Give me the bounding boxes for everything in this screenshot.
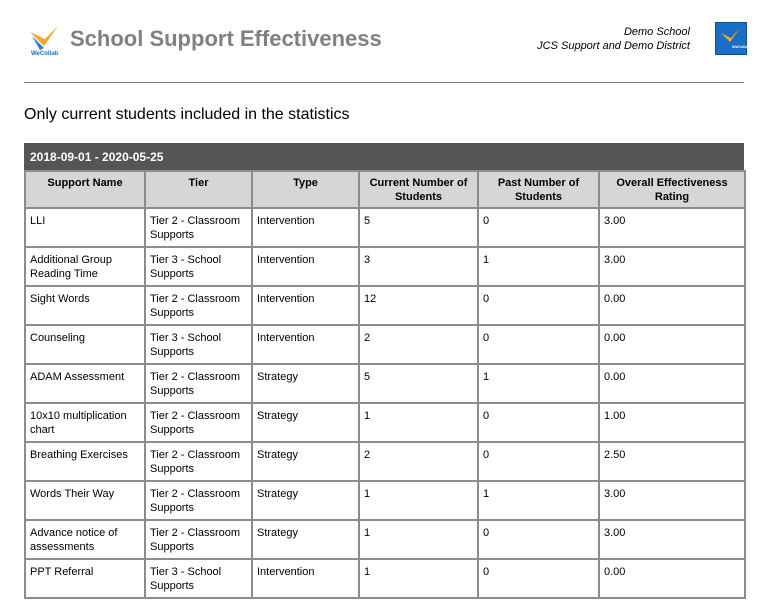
header-divider bbox=[24, 82, 744, 83]
cell-effectiveness-rating: 0.00 bbox=[599, 364, 745, 403]
district-name: JCS Support and Demo District bbox=[537, 40, 690, 52]
cell-past-students: 1 bbox=[478, 247, 599, 286]
column-header-support-name: Support Name bbox=[25, 171, 145, 208]
table-header-row bbox=[25, 171, 745, 208]
cell-support-name: Sight Words bbox=[25, 286, 145, 325]
cell-effectiveness-rating: 3.00 bbox=[599, 208, 745, 247]
cell-past-students: 0 bbox=[478, 208, 599, 247]
table-row bbox=[25, 208, 745, 247]
cell-past-students: 1 bbox=[478, 364, 599, 403]
table-body bbox=[25, 208, 745, 598]
cell-current-students: 2 bbox=[359, 325, 478, 364]
logo-left-label: WeCollab bbox=[31, 51, 59, 57]
cell-type: Intervention bbox=[252, 208, 359, 247]
wecollab-logo-icon bbox=[28, 24, 62, 58]
table-row bbox=[25, 559, 745, 598]
cell-current-students: 1 bbox=[359, 559, 478, 598]
cell-support-name: ADAM Assessment bbox=[25, 364, 145, 403]
cell-effectiveness-rating: 3.00 bbox=[599, 520, 745, 559]
cell-support-name: Breathing Exercises bbox=[25, 442, 145, 481]
cell-past-students: 0 bbox=[478, 559, 599, 598]
cell-current-students: 5 bbox=[359, 208, 478, 247]
statistics-note: Only current students included in the statistics bbox=[24, 106, 350, 123]
cell-support-name: Words Their Way bbox=[25, 481, 145, 520]
cell-tier: Tier 2 - Classroom Supports bbox=[145, 442, 252, 481]
page-title: School Support Effectiveness bbox=[70, 26, 382, 51]
table-row bbox=[25, 364, 745, 403]
cell-past-students: 1 bbox=[478, 481, 599, 520]
cell-type: Strategy bbox=[252, 403, 359, 442]
cell-support-name: Additional Group Reading Time bbox=[25, 247, 145, 286]
column-header-tier: Tier bbox=[145, 171, 252, 208]
cell-type: Intervention bbox=[252, 247, 359, 286]
table-row bbox=[25, 325, 745, 364]
cell-support-name: LLI bbox=[25, 208, 145, 247]
table-row bbox=[25, 481, 745, 520]
cell-current-students: 1 bbox=[359, 403, 478, 442]
cell-effectiveness-rating: 0.00 bbox=[599, 286, 745, 325]
cell-current-students: 5 bbox=[359, 364, 478, 403]
cell-effectiveness-rating: 3.00 bbox=[599, 481, 745, 520]
cell-effectiveness-rating: 0.00 bbox=[599, 325, 745, 364]
table-row bbox=[25, 286, 745, 325]
cell-tier: Tier 2 - Classroom Supports bbox=[145, 520, 252, 559]
school-name: Demo School bbox=[623, 26, 690, 38]
cell-current-students: 3 bbox=[359, 247, 478, 286]
cell-past-students: 0 bbox=[478, 520, 599, 559]
cell-effectiveness-rating: 3.00 bbox=[599, 247, 745, 286]
cell-tier: Tier 2 - Classroom Supports bbox=[145, 481, 252, 520]
cell-past-students: 0 bbox=[478, 442, 599, 481]
support-effectiveness-table bbox=[24, 170, 746, 599]
cell-tier: Tier 3 - School Supports bbox=[145, 559, 252, 598]
cell-current-students: 1 bbox=[359, 481, 478, 520]
column-header-past-students: Past Number of Students bbox=[478, 171, 599, 208]
cell-current-students: 2 bbox=[359, 442, 478, 481]
cell-tier: Tier 2 - Classroom Supports bbox=[145, 286, 252, 325]
cell-tier: Tier 2 - Classroom Supports bbox=[145, 364, 252, 403]
cell-past-students: 0 bbox=[478, 286, 599, 325]
cell-support-name: Counseling bbox=[25, 325, 145, 364]
cell-past-students: 0 bbox=[478, 403, 599, 442]
column-header-effectiveness-rating: Overall Effectiveness Rating bbox=[599, 171, 745, 208]
column-header-type: Type bbox=[252, 171, 359, 208]
cell-tier: Tier 3 - School Supports bbox=[145, 247, 252, 286]
support-table-section bbox=[24, 143, 744, 599]
cell-tier: Tier 2 - Classroom Supports bbox=[145, 208, 252, 247]
cell-type: Intervention bbox=[252, 325, 359, 364]
cell-type: Strategy bbox=[252, 520, 359, 559]
table-row bbox=[25, 520, 745, 559]
date-range-bar: 2018-09-01 - 2020-05-25 bbox=[24, 143, 744, 170]
cell-type: Strategy bbox=[252, 481, 359, 520]
table-row bbox=[25, 247, 745, 286]
cell-effectiveness-rating: 2.50 bbox=[599, 442, 745, 481]
district-logo-icon bbox=[715, 22, 751, 55]
cell-support-name: 10x10 multiplication chart bbox=[25, 403, 145, 442]
logo-right-label: WeCollab bbox=[732, 44, 751, 49]
cell-tier: Tier 3 - School Supports bbox=[145, 325, 252, 364]
cell-past-students: 0 bbox=[478, 325, 599, 364]
cell-current-students: 1 bbox=[359, 520, 478, 559]
column-header-current-students: Current Number of Students bbox=[359, 171, 478, 208]
cell-type: Strategy bbox=[252, 364, 359, 403]
cell-current-students: 12 bbox=[359, 286, 478, 325]
cell-support-name: PPT Referral bbox=[25, 559, 145, 598]
cell-support-name: Advance notice of assessments bbox=[25, 520, 145, 559]
cell-type: Intervention bbox=[252, 559, 359, 598]
school-info bbox=[537, 25, 690, 53]
report-header bbox=[0, 0, 763, 84]
cell-type: Intervention bbox=[252, 286, 359, 325]
cell-effectiveness-rating: 1.00 bbox=[599, 403, 745, 442]
table-row bbox=[25, 403, 745, 442]
cell-tier: Tier 2 - Classroom Supports bbox=[145, 403, 252, 442]
cell-type: Strategy bbox=[252, 442, 359, 481]
cell-effectiveness-rating: 0.00 bbox=[599, 559, 745, 598]
table-row bbox=[25, 442, 745, 481]
